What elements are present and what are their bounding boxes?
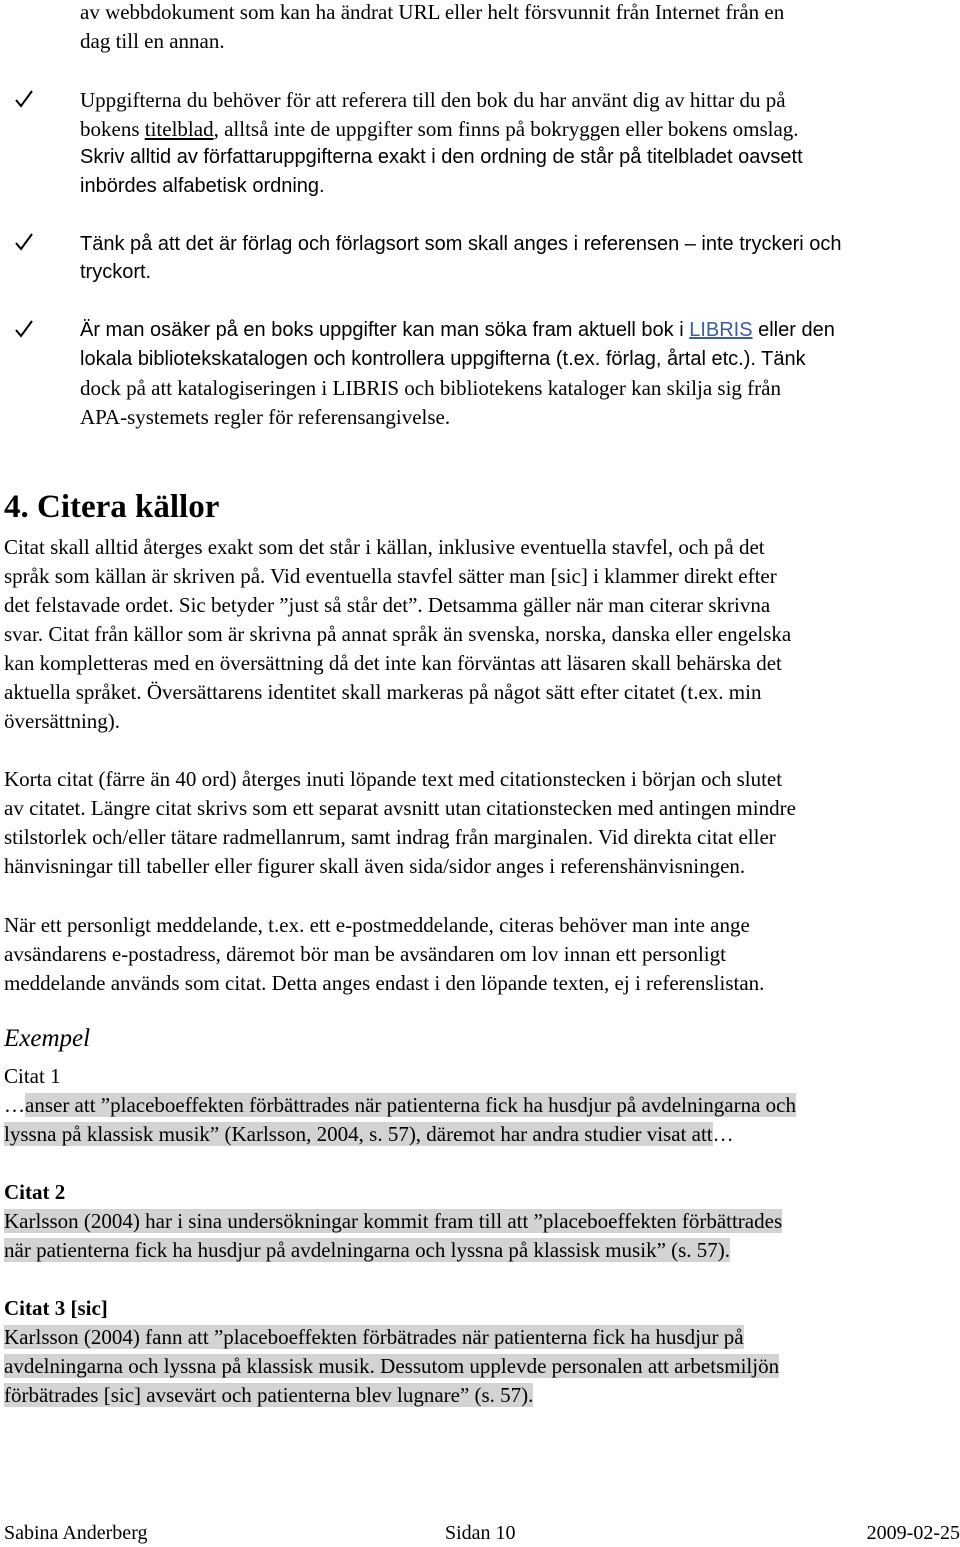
citat-3-line xyxy=(4,1381,533,1410)
checkmark-icon xyxy=(14,318,34,340)
citat-1-line: lyssna på klassisk musik” (Karlsson, 2004, s. 57), däremot har andra studier visat att… xyxy=(4,1122,734,1146)
citat-2-highlight: Karlsson (2004) har i sina undersökningar kommit fram till att ”placeboeffekten förbättrades xyxy=(4,1209,783,1233)
bullet-2-line: tryckort. xyxy=(80,261,152,283)
para-3-line: avsändarens e-postadress, däremot bör man be avsändaren om lov innan ett personligt xyxy=(4,942,726,966)
footer-page-number: Sidan 10 xyxy=(445,1522,516,1544)
citat-2-highlight: när patienterna fick ha husdjur på avdelningarna och lyssna på klassisk musik” (s. 57). xyxy=(4,1238,731,1262)
para-3-line: meddelande används som citat. Detta anges endast i den löpande texten, ej i referenslistan. xyxy=(4,971,765,995)
bullet-3-line: lokala bibliotekskatalogen och kontrollera uppgifterna (t.ex. förlag, årtal etc.). Tänk xyxy=(80,348,806,370)
para-3-line: När ett personligt meddelande, t.ex. ett e-postmeddelande, citeras behöver man inte ange xyxy=(4,913,750,937)
para-2-line: stilstorlek och/eller tätare radmellanrum, samt indrag från marginalen. Vid direkta citat eller xyxy=(4,825,776,849)
para-1-line: svar. Citat från källor som är skrivna på annat språk än svenska, norska, danska eller engelska xyxy=(4,622,792,646)
checkmark-icon xyxy=(14,231,34,253)
bullet-2-line: Tänk på att det är förlag och förlagsort som skall anges i referensen – inte tryckeri och xyxy=(80,233,842,255)
bullet-3-line: Är man osäker på en boks uppgifter kan man söka fram aktuell bok i LIBRIS eller den xyxy=(80,319,835,341)
footer-date: 2009-02-25 xyxy=(866,1522,960,1544)
citat-3-highlight: Karlsson (2004) fann att ”placeboeffekten förbätrades när patienterna fick ha husdjur på xyxy=(4,1325,744,1349)
para-1-line: översättning). xyxy=(4,709,121,733)
citat-1-line: …anser att ”placeboeffekten förbättrades när patienterna fick ha husdjur på avdelningarna och xyxy=(4,1093,797,1117)
para-2-line: av citatet. Längre citat skrivs som ett separat avsnitt utan citationstecken med antingen mindre xyxy=(4,796,796,820)
para-1-line: språk som källan är skriven på. Vid eventuella stavfel sätter man [sic] i klammer direkt efter xyxy=(4,564,777,588)
citat-1-title: Citat 1 xyxy=(4,1064,61,1088)
bullet-1-line: bokens titelblad, alltså inte de uppgifter som finns på bokryggen eller bokens omslag. xyxy=(80,117,799,141)
para-1-line: det felstavade ordet. Sic betyder ”just så står det”. Detsamma gäller när man citerar skrivna xyxy=(4,593,771,617)
bullet-1-line: Uppgifterna du behöver för att referera till den bok du har använt dig av hittar du på xyxy=(80,88,786,112)
citat-2-title: Citat 2 xyxy=(4,1180,66,1204)
citat-1-highlight: anser att ”placeboeffekten förbättrades när patienterna fick ha husdjur på avdelningarna och xyxy=(25,1093,797,1117)
para-1-line: Citat skall alltid återges exakt som det står i källan, inklusive eventuella stavfel, och på det xyxy=(4,535,765,559)
titelblad-underlined: titelblad xyxy=(144,117,214,141)
para-1-line: kan kompletteras med en översättning då det inte kan förväntas att läsaren skall behärska det xyxy=(4,651,782,675)
para-2-line: Korta citat (färre än 40 ord) återges inuti löpande text med citationstecken i början och slutet xyxy=(4,767,783,791)
citat-3-highlight: förbätrades [sic] avsevärt och patienterna blev lugnare” (s. 57). xyxy=(4,1383,534,1407)
citat-3-title: Citat 3 [sic] xyxy=(4,1296,108,1320)
bullet-1-line: inbördes alfabetisk ordning. xyxy=(80,175,325,197)
bullet-3-line: dock på att katalogiseringen i LIBRIS och bibliotekens kataloger kan skilja sig från xyxy=(80,376,781,400)
libris-link[interactable]: LIBRIS xyxy=(689,319,753,341)
citat-2-line xyxy=(4,1236,730,1265)
citat-1-highlight: lyssna på klassisk musik” (Karlsson, 2004, s. 57), däremot har andra studier visat att xyxy=(4,1122,713,1146)
bullet-3-line: APA-systemets regler för referensangivelse. xyxy=(80,405,451,429)
citat-2-line xyxy=(4,1207,782,1236)
intro-line: av webbdokument som kan ha ändrat URL eller helt försvunnit från Internet från en xyxy=(80,0,785,24)
footer-author: Sabina Anderberg xyxy=(4,1522,148,1544)
examples-heading: Exempel xyxy=(4,1025,91,1052)
citat-3-line xyxy=(4,1323,744,1352)
citat-3-highlight: avdelningarna och lyssna på klassisk musik. Dessutom upplevde personalen att arbetsmiljön xyxy=(4,1354,780,1378)
bullet-1-line: Skriv alltid av författaruppgifterna exakt i den ordning de står på titelbladet oavsett xyxy=(80,146,803,168)
intro-line: dag till en annan. xyxy=(80,29,225,53)
citat-3-line xyxy=(4,1352,779,1381)
checkmark-icon xyxy=(14,88,34,110)
para-1-line: aktuella språket. Översättarens identitet skall markeras på något sätt efter citatet (t.ex. min xyxy=(4,680,762,704)
section-heading: 4. Citera källor xyxy=(4,489,220,525)
para-2-line: hänvisningar till tabeller eller figurer skall även sida/sidor anges i referenshänvisningen. xyxy=(4,854,746,878)
